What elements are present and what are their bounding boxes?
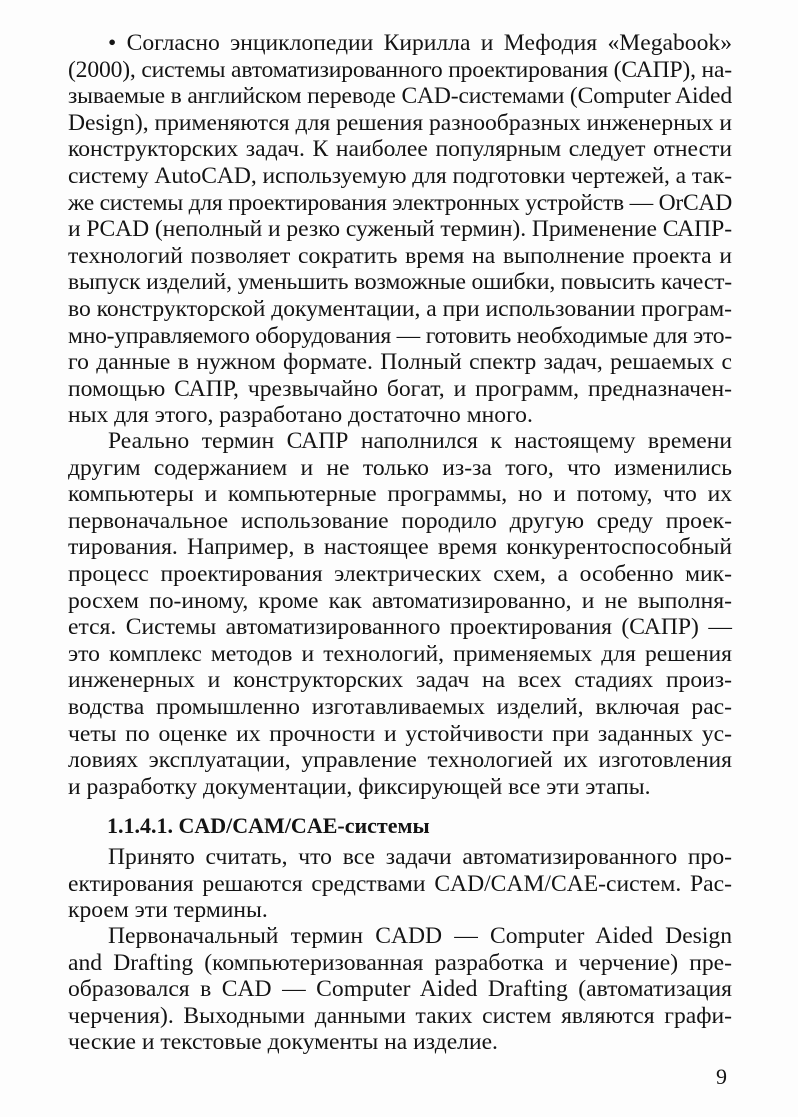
text-line: ектирования решаются средствами CAD/CAM/CAE-систем. Рас- <box>68 870 732 897</box>
text-line: инженерных и конструкторских задач на всех стадиях произ- <box>68 667 732 694</box>
section-heading: 1.1.4.1. CAD/CAM/CAE-системы <box>107 813 430 838</box>
text-line: это комплекс методов и технологий, применяемых для решения <box>68 640 732 667</box>
text-line: Первоначальный термин CADD — Computer Aided Design <box>108 923 732 949</box>
text-line: ется. Системы автоматизированного проектирования (САПР) — <box>68 614 732 641</box>
text-line: четы по оценке их прочности и устойчивости при заданных ус- <box>68 720 732 747</box>
text-line: ческие и текстовые документы на изделие. <box>68 1029 498 1056</box>
text-line: го данные в нужном формате. Полный спектр задач, решаемых с <box>68 349 732 376</box>
text-line: другим содержанием и не только из-за того, что изменились <box>68 454 732 481</box>
text-line: компьютеры и компьютерные программы, но и потому, что их <box>68 481 732 508</box>
text-line: процесс проектирования электрических схем, а особенно мик- <box>68 560 732 587</box>
text-line: во конструкторской документации, а при использовании програм- <box>68 295 732 322</box>
text-line: систему AutoCAD, используемую для подготовки чертежей, а так- <box>68 162 732 189</box>
text-line: зываемые в английском переводе CAD-системами (Computer Aided <box>68 83 732 110</box>
text-line: тирования. Например, в настоящее время конкурентоспособный <box>68 534 732 561</box>
text-line: выпуск изделий, уменьшить возможные ошибки, повысить качест- <box>68 269 732 296</box>
text-line: и PCAD (неполный и резко суженый термин). Применение САПР- <box>68 216 732 243</box>
text-line: первоначальное использование породило другую среду проек- <box>68 507 732 534</box>
text-line: мно-управляемого оборудования — готовить необходимые для это- <box>68 322 732 349</box>
paragraph-sapr-term <box>68 428 732 800</box>
text-line: и разработку документации, фиксирующей все эти этапы. <box>68 773 651 800</box>
paragraph-megabook <box>68 30 732 429</box>
text-line: конструкторских задач. К наиболее популярным следует отнести <box>68 136 732 163</box>
text-line: • Согласно энциклопедии Кирилла и Мефодия «Megabook» <box>108 30 732 56</box>
text-line: and Drafting (компьютеризованная разработка и черчение) пре- <box>68 949 732 976</box>
text-line: черчения). Выходными данными таких систем являются графи- <box>68 1002 732 1029</box>
paragraph-cadd <box>68 923 732 1056</box>
text-line: Design), применяются для решения разнообразных инженерных и <box>68 109 732 136</box>
text-line: водства промышленно изготавливаемых изделий, включая рас- <box>68 693 732 720</box>
text-line: технологий позволяет сократить время на выполнение проекта и <box>68 242 732 269</box>
text-line: росхем по-иному, кроме как автоматизированно, и не выполня- <box>68 587 732 614</box>
text-line: же системы для проектирования электронных устройств — OrCAD <box>68 189 732 216</box>
text-line: кроем эти термины. <box>68 897 268 924</box>
page-number: 9 <box>716 1064 727 1089</box>
text-line: Принято считать, что все задачи автоматизированного про- <box>108 844 732 870</box>
text-line: помощью САПР, чрезвычайно богат, и программ, предназначен- <box>68 375 732 402</box>
paragraph-cad-cam-cae <box>68 844 732 924</box>
text-line: образовался в CAD — Computer Aided Drafting (автоматизация <box>68 976 732 1003</box>
text-line: ных для этого, разработано достаточно много. <box>68 402 533 429</box>
text-line: (2000), системы автоматизированного проектирования (САПР), на- <box>68 56 732 83</box>
text-line: Реально термин САПР наполнился к настоящему времени <box>108 428 732 454</box>
text-line: ловиях эксплуатации, управление технологией их изготовления <box>68 747 732 774</box>
